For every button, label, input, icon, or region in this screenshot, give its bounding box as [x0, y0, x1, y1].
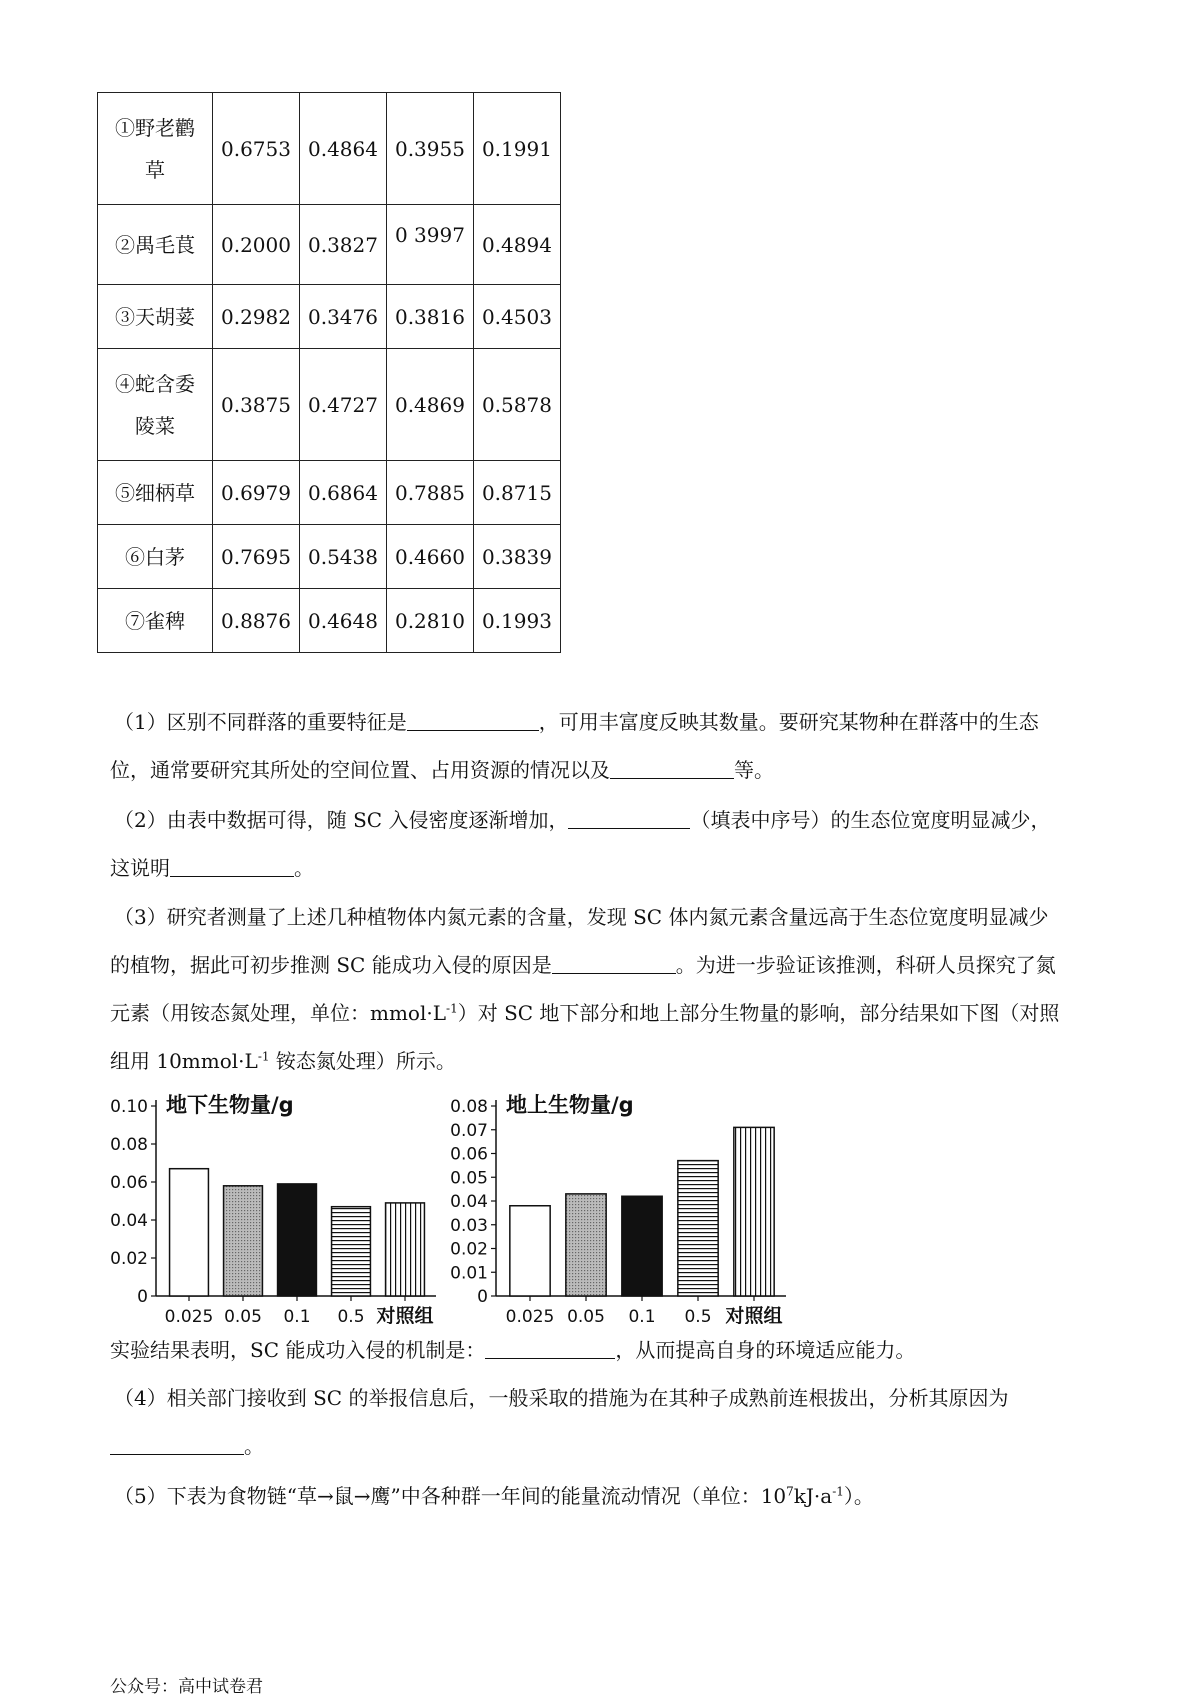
niche-value: 0.5438 [307, 544, 378, 569]
niche-value-cell [213, 525, 300, 589]
niche-value-cell [299, 285, 386, 349]
q4-text-a: （4）相关部门接收到 SC 的举报信息后，一般采取的措施为在其种子成熟前连根拔出，分析其原因为 [114, 1386, 1009, 1410]
table-row [98, 93, 561, 205]
bar [734, 1127, 774, 1296]
species-name-cell [98, 461, 213, 525]
niche-value-cell [473, 589, 560, 653]
species-name-line: ③天胡荽 [115, 304, 195, 329]
q5-text-a: （5）下表为食物链“草→鼠→鹰”中各种群一年间的能量流动情况（单位：10 [114, 1484, 787, 1508]
q4-text-b: 。 [244, 1434, 264, 1458]
x-tick-label: 0.1 [283, 1307, 311, 1324]
niche-value-cell [386, 589, 473, 653]
niche-value: 0.3955 [394, 136, 465, 161]
niche-value-cell [386, 285, 473, 349]
q3-text-a: （3）研究者测量了上述几种植物体内氮元素的含量，发现 SC 体内氮元素含量远高于生态位宽度明显减少 [114, 905, 1049, 929]
q1-blank-2 [610, 756, 734, 779]
niche-value: 0.8876 [221, 608, 291, 633]
q3-blank-1 [552, 951, 676, 974]
species-name-line: ⑦雀稗 [125, 608, 185, 633]
chart-underground-biomass [100, 1084, 450, 1324]
q2-text-d: 。 [294, 856, 314, 880]
y-tick-label: 0.08 [450, 1097, 488, 1117]
niche-value: 0.4660 [394, 544, 465, 569]
species-name-cell [98, 205, 213, 285]
question-4 [110, 1374, 1100, 1470]
species-name-line: ②禺毛茛 [115, 232, 195, 257]
niche-value: 0.4727 [307, 392, 378, 417]
bar [566, 1194, 606, 1296]
niche-value: 0.3816 [394, 304, 465, 329]
niche-value-cell [386, 461, 473, 525]
q4-blank-1 [110, 1432, 244, 1455]
species-name-line: ⑤细柄草 [115, 480, 195, 505]
q2-blank-1 [568, 806, 690, 829]
y-tick-label: 0.10 [110, 1097, 148, 1117]
x-tick-label: 0.5 [337, 1307, 365, 1324]
niche-value: 0.4648 [307, 608, 378, 633]
q3-blank-2 [485, 1336, 615, 1359]
bar [622, 1196, 662, 1296]
q3-text-i: ，从而提高自身的环境适应能力。 [615, 1338, 916, 1362]
y-tick-label: 0.04 [110, 1211, 148, 1231]
niche-value-cell [299, 461, 386, 525]
q1-text-b: ，可用丰富度反映其数量。要研究某物种在群落中的生态 [538, 710, 1039, 734]
niche-value: 0.6753 [221, 136, 291, 161]
q2-text-a: （2）由表中数据可得，随 SC 入侵密度逐渐增加， [114, 808, 569, 832]
niche-value: 0.4503 [481, 304, 552, 329]
niche-value-cell [386, 93, 473, 205]
table-row [98, 349, 561, 461]
q3-text-b: 的植物，据此可初步推测 SC 能成功入侵的原因是 [110, 953, 552, 977]
niche-value-cell [386, 205, 473, 285]
y-tick-label: 0.05 [450, 1168, 488, 1189]
species-name-cell [98, 285, 213, 349]
species-name-line: 陵菜 [135, 413, 175, 438]
x-tick-label: 0.1 [628, 1307, 656, 1324]
bar [224, 1186, 263, 1296]
niche-value: 0.7695 [221, 544, 291, 569]
niche-value-cell [213, 205, 300, 285]
niche-value-cell [213, 589, 300, 653]
q3-sup-2: -1 [257, 1049, 270, 1064]
niche-value-cell [299, 349, 386, 461]
niche-value-cell [299, 525, 386, 589]
y-tick-label: 0.02 [110, 1249, 148, 1269]
niche-value-cell [299, 205, 386, 285]
species-name-cell [98, 589, 213, 653]
niche-width-table [97, 92, 561, 653]
niche-value-cell [213, 93, 300, 205]
q3-text-c: 。为进一步验证该推测，科研人员探究了氮 [675, 953, 1056, 977]
niche-value-cell [213, 285, 300, 349]
niche-value: 0.6979 [221, 480, 291, 505]
niche-value-cell [473, 93, 560, 205]
species-name-line: ①野老鹳 [115, 115, 195, 140]
bar [386, 1203, 425, 1296]
x-tick-label: 0.025 [505, 1307, 555, 1324]
table-row [98, 461, 561, 525]
table-row [98, 285, 561, 349]
niche-value-cell [473, 349, 560, 461]
q2-blank-2 [170, 854, 294, 877]
q3-text-e: ）对 SC 地下部分和地上部分生物量的影响，部分结果如下图（对照 [457, 1001, 1060, 1025]
species-name-cell [98, 93, 213, 205]
species-name-cell [98, 525, 213, 589]
y-tick-label: 0.06 [110, 1173, 148, 1193]
table-row [98, 589, 561, 653]
species-name-line: ④蛇含委 [115, 371, 195, 396]
table-row [98, 525, 561, 589]
species-name-line: 草 [145, 157, 165, 182]
niche-value-cell [386, 349, 473, 461]
niche-value: 0.4869 [394, 392, 465, 417]
footer-text: 公众号：高中试卷君 [110, 1677, 263, 1697]
question-3 [110, 893, 1100, 1085]
bar [678, 1161, 718, 1296]
bar [278, 1184, 317, 1296]
y-tick-label: 0.02 [450, 1239, 488, 1260]
niche-value-cell [473, 525, 560, 589]
niche-value: 0 3997 [394, 222, 465, 247]
y-tick-label: 0 [137, 1287, 148, 1307]
q5-text-b: kJ·a [793, 1484, 833, 1508]
y-tick-label: 0.07 [450, 1120, 488, 1141]
table-row [98, 205, 561, 285]
niche-value: 0.8715 [481, 480, 552, 505]
question-5 [110, 1472, 1100, 1520]
niche-value: 0.1991 [481, 136, 552, 161]
x-tick-label: 对照组 [376, 1305, 434, 1324]
niche-value: 0.1993 [481, 608, 552, 633]
niche-value: 0.2000 [221, 232, 291, 257]
niche-value: 0.3875 [221, 392, 291, 417]
q1-text-a: （1）区别不同群落的重要特征是 [114, 710, 407, 734]
q3-text-f: 组用 10mmol·L [110, 1049, 258, 1073]
x-tick-label: 0.025 [164, 1307, 214, 1324]
q3-text-d: 元素（用铵态氮处理，单位：mmol·L [110, 1001, 447, 1025]
q3-text-h: 实验结果表明，SC 能成功入侵的机制是： [110, 1338, 486, 1362]
niche-value: 0.2982 [221, 304, 291, 329]
bar [170, 1169, 209, 1296]
niche-value-cell [299, 589, 386, 653]
niche-value: 0.4864 [307, 136, 378, 161]
niche-value: 0.3476 [307, 304, 378, 329]
y-tick-label: 0 [477, 1287, 488, 1307]
q3-text-g: 铵态氮处理）所示。 [269, 1049, 456, 1073]
niche-value: 0.7885 [394, 480, 465, 505]
bar [510, 1206, 550, 1296]
q2-text-b: （填表中序号）的生态位宽度明显减少， [690, 808, 1051, 832]
q2-text-c: 这说明 [110, 856, 170, 880]
x-tick-label: 0.05 [224, 1307, 262, 1324]
q5-text-c: ）。 [843, 1484, 874, 1508]
niche-value: 0.5878 [481, 392, 552, 417]
x-tick-label: 0.05 [567, 1307, 605, 1324]
species-name-line: ⑥白茅 [125, 544, 185, 569]
question-1 [110, 698, 1100, 794]
niche-value: 0.3839 [481, 544, 552, 569]
niche-value: 0.3827 [307, 232, 378, 257]
question-3-conclusion [110, 1326, 1100, 1374]
niche-value-cell [213, 461, 300, 525]
q5-sup-1: 7 [786, 1484, 794, 1499]
bar [332, 1207, 371, 1296]
y-tick-label: 0.01 [450, 1263, 488, 1284]
x-tick-label: 0.5 [684, 1307, 712, 1324]
question-2 [110, 796, 1100, 892]
niche-value-cell [473, 205, 560, 285]
chart-aboveground-biomass [440, 1084, 800, 1324]
y-tick-label: 0.03 [450, 1215, 488, 1236]
niche-value: 0.4894 [481, 232, 552, 257]
chart-title: 地下生物量/g [166, 1093, 294, 1117]
y-tick-label: 0.06 [450, 1144, 488, 1165]
niche-value-cell [213, 349, 300, 461]
niche-value-cell [386, 525, 473, 589]
niche-value-cell [299, 93, 386, 205]
y-tick-label: 0.08 [110, 1135, 148, 1155]
chart-title: 地上生物量/g [506, 1093, 634, 1117]
q5-sup-2: -1 [832, 1484, 844, 1499]
q1-blank-1 [407, 708, 539, 731]
y-tick-label: 0.04 [450, 1192, 488, 1212]
niche-value: 0.6864 [307, 480, 378, 505]
q1-text-d: 等。 [734, 758, 774, 782]
niche-value-cell [473, 461, 560, 525]
niche-value-cell [473, 285, 560, 349]
q3-sup-1: -1 [446, 1001, 458, 1016]
species-name-cell [98, 349, 213, 461]
niche-value: 0.2810 [394, 608, 465, 633]
x-tick-label: 对照组 [725, 1305, 783, 1324]
q1-text-c: 位，通常要研究其所处的空间位置、占用资源的情况以及 [110, 758, 610, 782]
